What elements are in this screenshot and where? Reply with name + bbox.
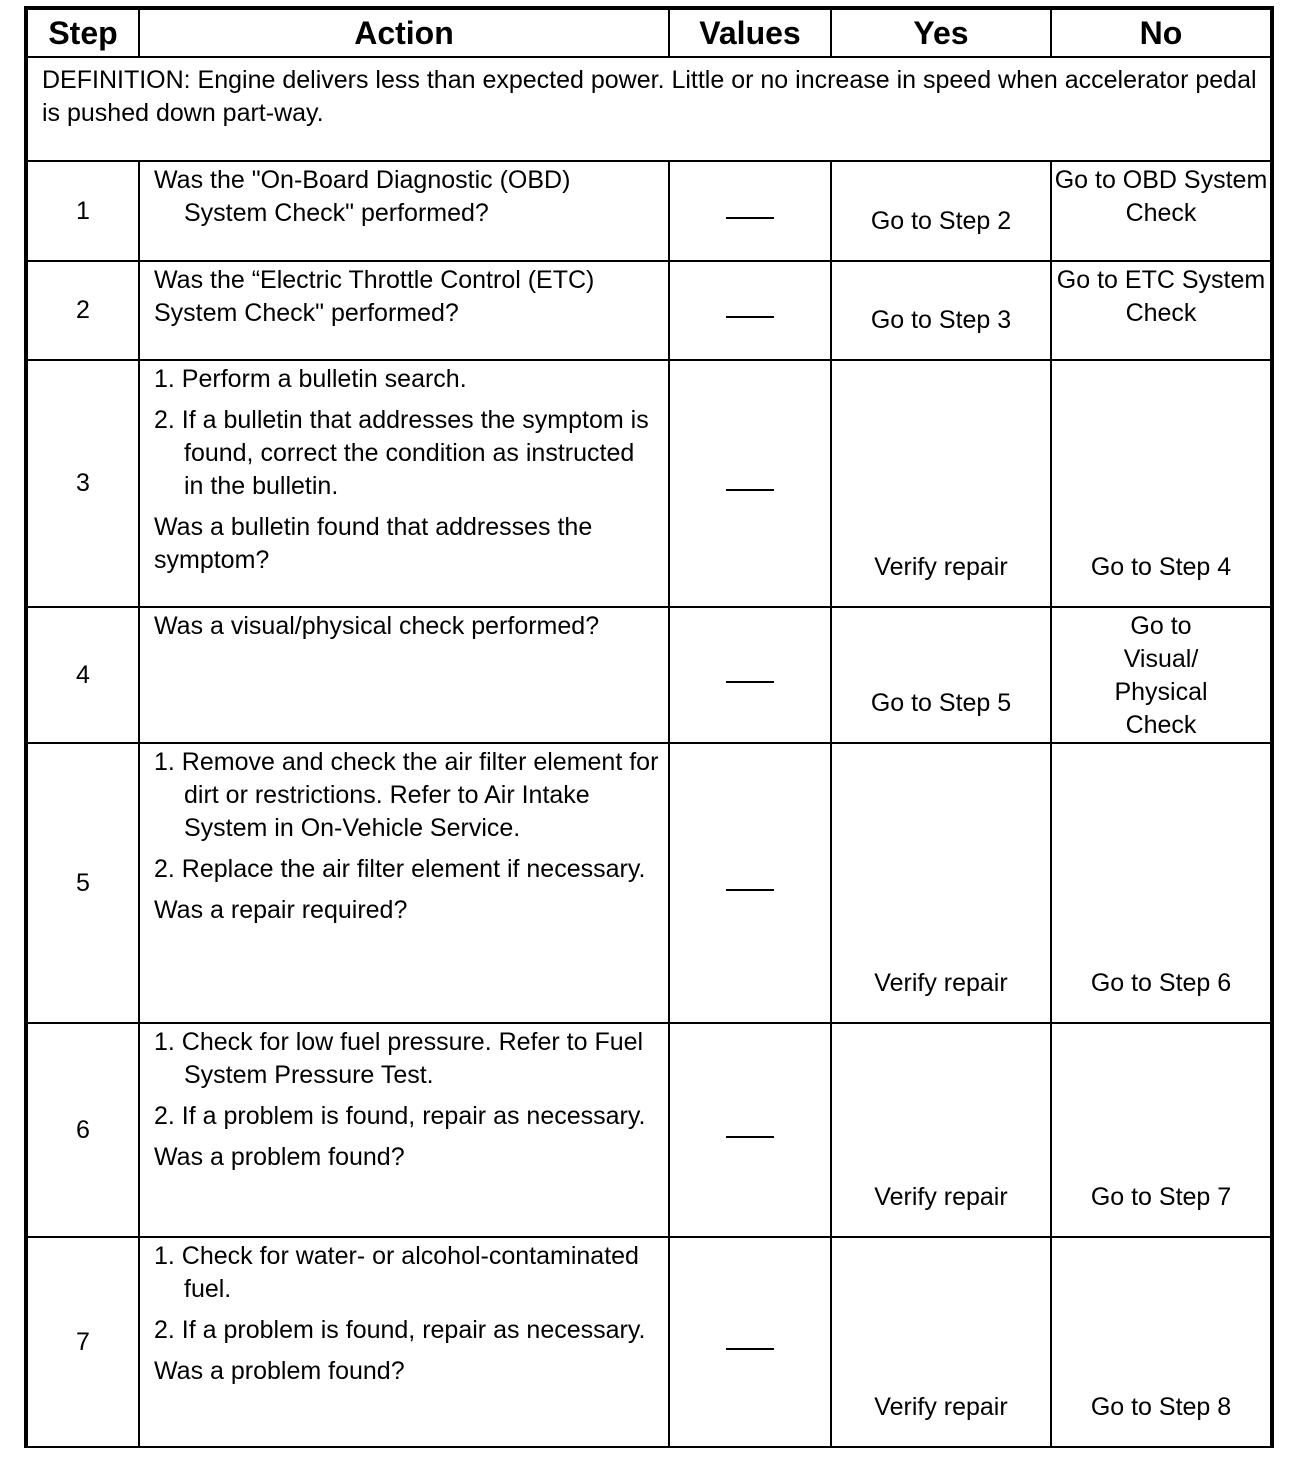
- no-result: [1051, 261, 1272, 360]
- step-number: 2: [26, 261, 139, 360]
- values-cell: [669, 1023, 831, 1237]
- step-number: 5: [26, 743, 139, 1023]
- no-result: [1051, 161, 1272, 261]
- action-item: 1. Perform a bulletin search.: [154, 365, 467, 393]
- definition-text: DEFINITION: Engine delivers less than expected power. Little or no increase in speed when accelerator pedal is pushed down part-way.: [26, 57, 1272, 161]
- values-cell: [669, 607, 831, 743]
- header-yes: Yes: [831, 8, 1051, 57]
- values-cell: [669, 743, 831, 1023]
- dash-mark: [726, 489, 774, 491]
- action-question: Was a repair required?: [154, 896, 408, 924]
- dash-mark: [726, 316, 774, 318]
- no-result: Go to Step 4: [1051, 360, 1272, 607]
- action-item: 2. If a problem is found, repair as necessary.: [154, 1316, 646, 1344]
- diagnostic-table: [24, 6, 1274, 1448]
- dash-mark: [726, 1136, 774, 1138]
- header-values: Values: [669, 8, 831, 57]
- yes-result: Verify repair: [831, 360, 1051, 607]
- action-cell: [139, 161, 669, 261]
- action-cell: [139, 743, 669, 1023]
- table-row: [26, 743, 1272, 1023]
- definition-row: [26, 57, 1272, 161]
- header-row: [26, 8, 1272, 57]
- step-number: 4: [26, 607, 139, 743]
- step-number: 6: [26, 1023, 139, 1237]
- yes-result: Go to Step 5: [831, 607, 1051, 743]
- values-cell: [669, 161, 831, 261]
- action-question: Was a problem found?: [154, 1357, 405, 1385]
- yes-result: Go to Step 3: [831, 261, 1051, 360]
- no-result: [1051, 607, 1272, 743]
- action-item: 1. Remove and check the air filter element for dirt or restrictions. Refer to Air Intake System in On-Vehicle Service.: [154, 748, 659, 842]
- values-cell: [669, 1237, 831, 1447]
- action-item: 1. Check for water- or alcohol-contaminated fuel.: [154, 1242, 639, 1303]
- action-item: 2. If a problem is found, repair as necessary.: [154, 1102, 646, 1130]
- table-row: [26, 360, 1272, 607]
- table-row: [26, 1237, 1272, 1447]
- action-question: Was the "On-Board Diagnostic (OBD) System Check" performed?: [154, 166, 571, 227]
- no-result-text: Go to OBD System Check: [1054, 166, 1268, 227]
- action-question: Was a bulletin found that addresses the symptom?: [154, 513, 593, 574]
- action-cell: [139, 607, 669, 743]
- step-number: 3: [26, 360, 139, 607]
- action-cell: [139, 261, 669, 360]
- values-cell: [669, 261, 831, 360]
- no-result: Go to Step 8: [1051, 1237, 1272, 1447]
- action-item: 2. Replace the air filter element if necessary.: [154, 855, 646, 883]
- step-number: 1: [26, 161, 139, 261]
- dash-mark: [726, 681, 774, 683]
- table-row: [26, 161, 1272, 261]
- yes-result: Verify repair: [831, 743, 1051, 1023]
- header-no: No: [1051, 8, 1272, 57]
- action-cell: [139, 1237, 669, 1447]
- no-result: Go to Step 6: [1051, 743, 1272, 1023]
- header-action: Action: [139, 8, 669, 57]
- dash-mark: [726, 1348, 774, 1350]
- action-question: Was a problem found?: [154, 1143, 405, 1171]
- no-result-text: Go to Visual/ Physical Check: [1114, 612, 1208, 739]
- table-row: [26, 607, 1272, 743]
- action-item: 2. If a bulletin that addresses the symptom is found, correct the condition as instructed in the bulletin.: [154, 406, 649, 500]
- no-result-text: Go to ETC System Check: [1056, 266, 1266, 327]
- action-cell: [139, 360, 669, 607]
- yes-result: Go to Step 2: [831, 161, 1051, 261]
- yes-result: Verify repair: [831, 1237, 1051, 1447]
- table-row: [26, 261, 1272, 360]
- yes-result: Verify repair: [831, 1023, 1051, 1237]
- step-number: 7: [26, 1237, 139, 1447]
- dash-mark: [726, 217, 774, 219]
- no-result: Go to Step 7: [1051, 1023, 1272, 1237]
- action-item: 1. Check for low fuel pressure. Refer to Fuel System Pressure Test.: [154, 1028, 644, 1089]
- dash-mark: [726, 889, 774, 891]
- table-row: [26, 1023, 1272, 1237]
- header-step: Step: [26, 8, 139, 57]
- action-question: Was the “Electric Throttle Control (ETC) System Check" performed?: [154, 266, 595, 327]
- values-cell: [669, 360, 831, 607]
- action-cell: [139, 1023, 669, 1237]
- action-question: Was a visual/physical check performed?: [154, 612, 600, 640]
